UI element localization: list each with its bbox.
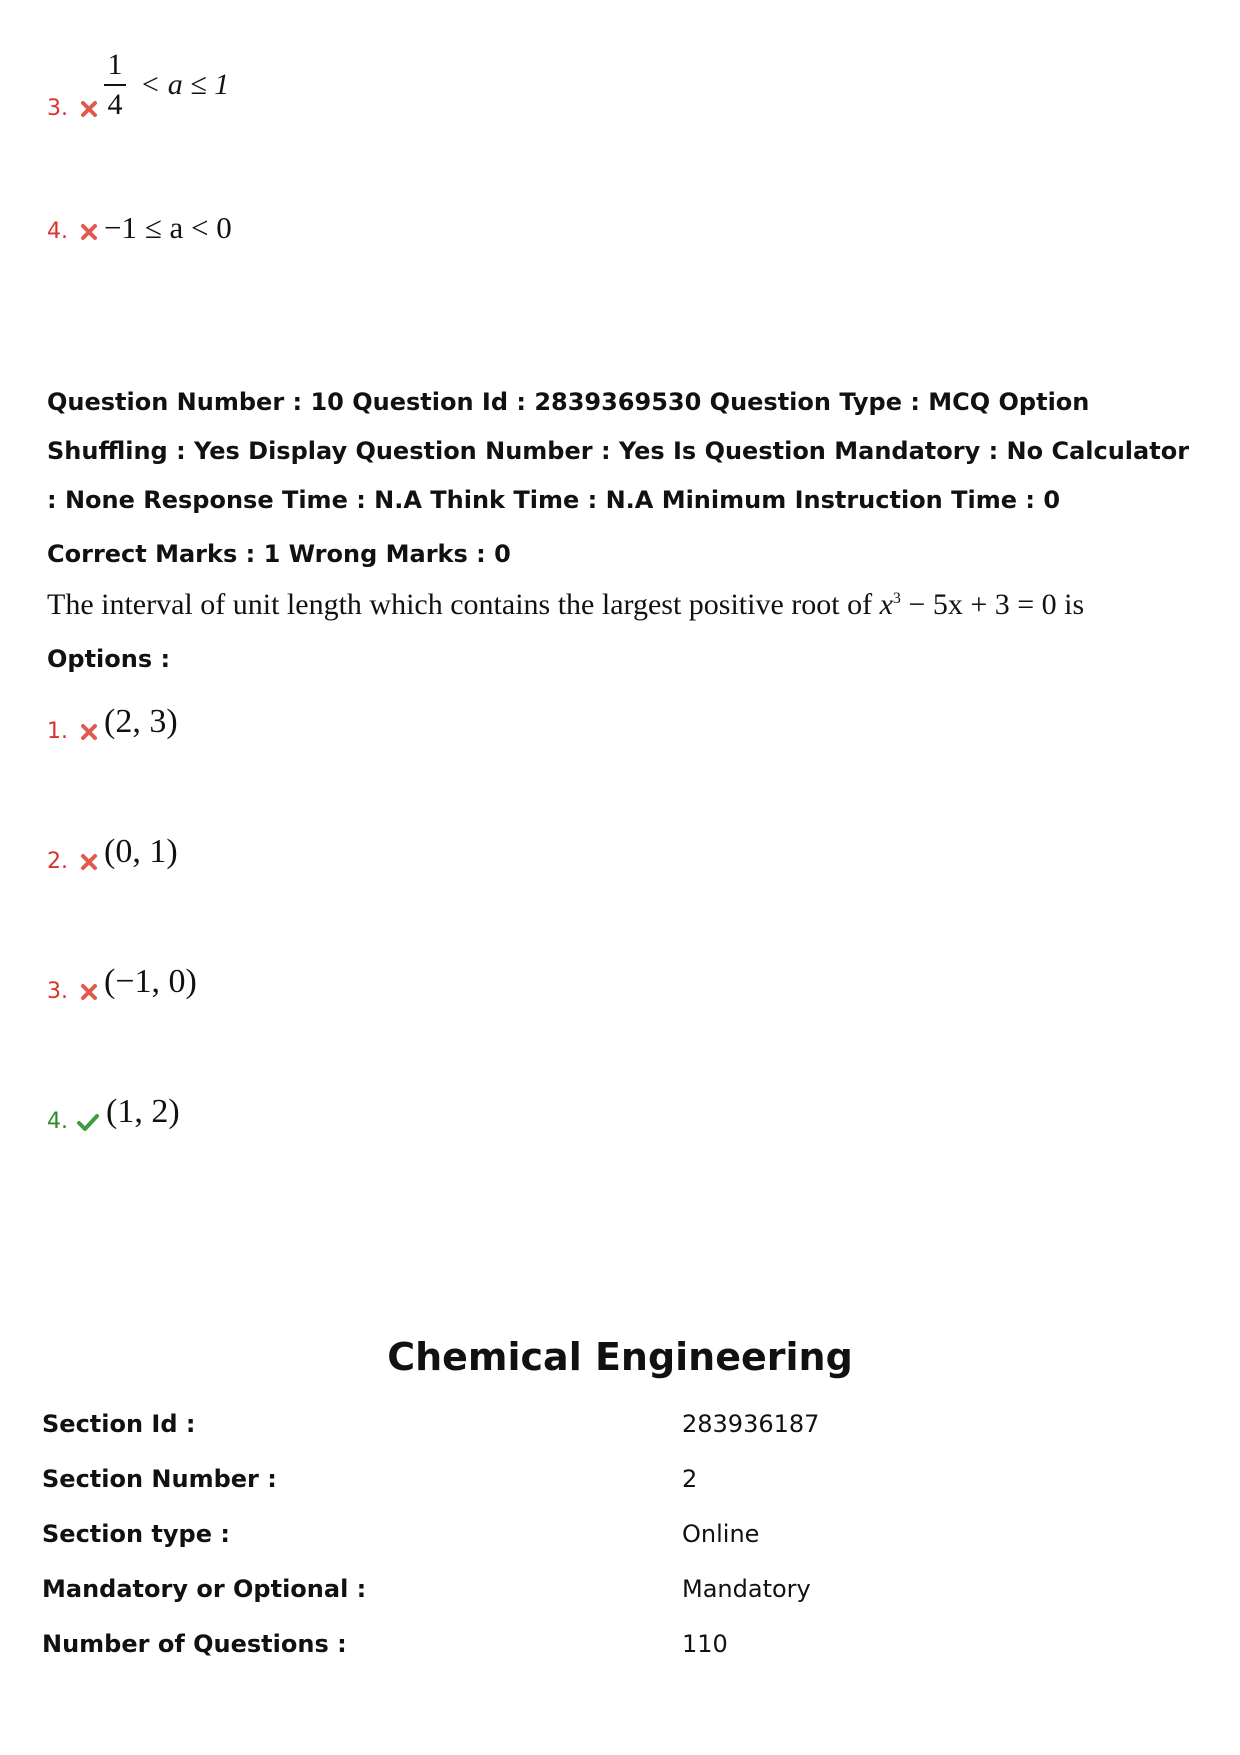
option-expr: (0, 1)	[104, 833, 178, 870]
section-row-value: 283936187	[682, 1410, 820, 1438]
fraction-bar	[104, 84, 126, 86]
question-text-after: − 5x + 3 = 0 is	[900, 588, 1085, 621]
section-row-label: Section type :	[42, 1520, 230, 1548]
cross-icon	[80, 853, 98, 871]
option-number: 4.	[47, 219, 68, 244]
option-number: 3.	[47, 979, 68, 1004]
section-title: Chemical Engineering	[387, 1335, 853, 1379]
cross-icon	[80, 723, 98, 741]
section-row-label: Mandatory or Optional :	[42, 1575, 367, 1603]
question-text-x: x	[879, 588, 893, 621]
option-3	[47, 965, 197, 1003]
prev-option-4	[47, 212, 232, 243]
section-row-questions	[42, 1630, 1192, 1670]
section-row-value: 110	[682, 1630, 728, 1658]
section-row-value: 2	[682, 1465, 698, 1493]
question-text-exponent: 3	[892, 590, 901, 607]
question-meta: Question Number : 10 Question Id : 2839369530 Question Type : MCQ Option Shuffling : Yes Display Question Number : Yes Is Question Mandatory : No Calculator : None Response Time : N.A Think Time : N.A Minimum Instruction Time : 0	[47, 388, 1190, 514]
section-row-label: Section Id :	[42, 1410, 196, 1438]
fraction-numerator: 1	[107, 48, 123, 81]
section-row-value: Mandatory	[682, 1575, 811, 1603]
option-number: 1.	[47, 719, 68, 744]
section-row-value: Online	[682, 1520, 760, 1548]
section-row-label: Section Number :	[42, 1465, 277, 1493]
section-row-label: Number of Questions :	[42, 1630, 347, 1658]
section-row-number	[42, 1465, 1192, 1505]
cross-icon	[80, 983, 98, 1001]
option-2	[47, 835, 178, 873]
check-icon	[76, 1113, 100, 1131]
section-row-id	[42, 1410, 1192, 1450]
option-4	[47, 1095, 180, 1133]
option-expr: < a ≤ 1	[140, 68, 230, 101]
question-text-before: The interval of unit length which contains the largest positive root of	[47, 588, 880, 621]
question-marks: Correct Marks : 1 Wrong Marks : 0	[47, 540, 511, 568]
cross-icon	[80, 100, 98, 118]
prev-option-3	[47, 50, 229, 120]
option-expr: (2, 3)	[104, 703, 178, 740]
option-expr: (−1, 0)	[104, 963, 197, 1000]
option-math	[104, 50, 229, 120]
option-expr: −1 ≤ a < 0	[104, 210, 232, 245]
option-number: 3.	[47, 96, 68, 121]
cross-icon	[80, 223, 98, 241]
option-1	[47, 705, 178, 743]
option-number: 4.	[47, 1109, 68, 1134]
section-row-mandatory	[42, 1575, 1192, 1615]
fraction	[104, 50, 126, 120]
fraction-denominator: 4	[107, 88, 123, 121]
option-expr: (1, 2)	[106, 1093, 180, 1130]
question-text	[47, 588, 1084, 622]
options-label: Options :	[47, 645, 171, 673]
section-row-type	[42, 1520, 1192, 1560]
option-number: 2.	[47, 849, 68, 874]
